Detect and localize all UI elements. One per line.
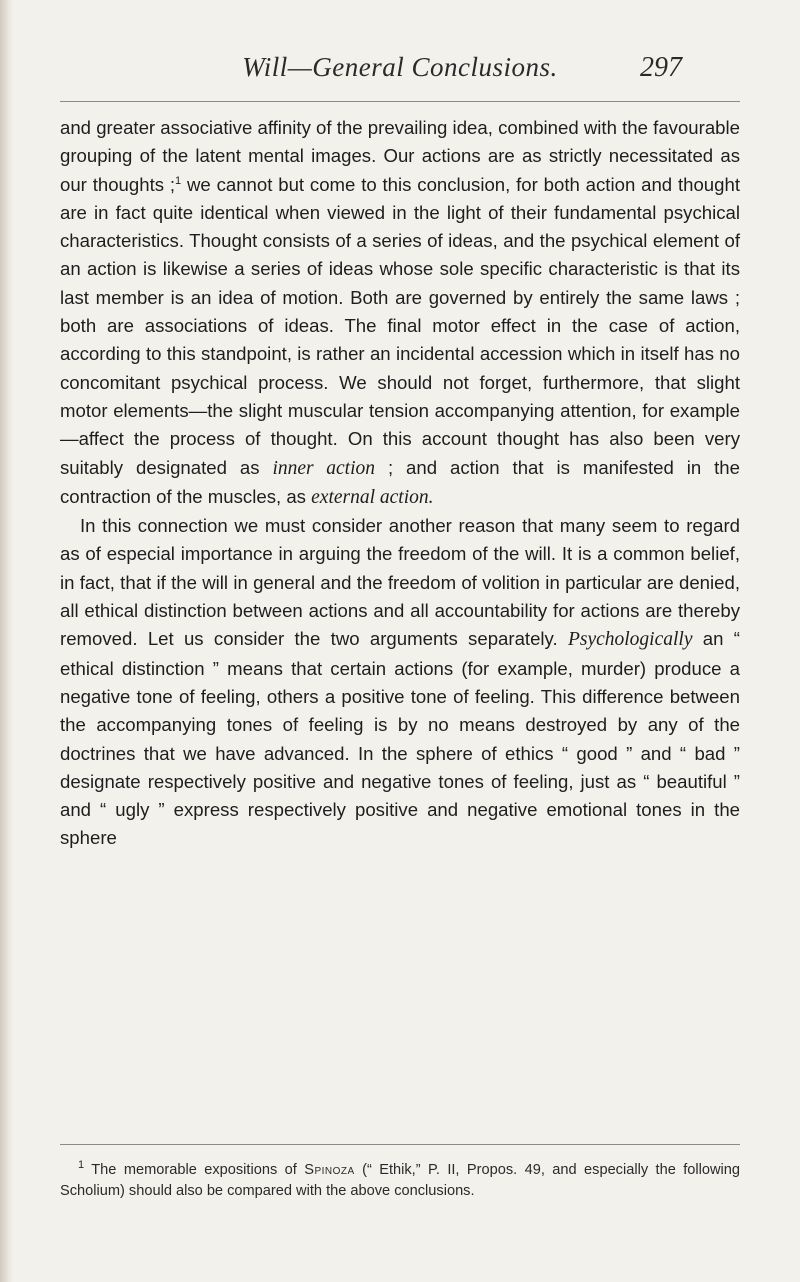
footnote-reference: 1 bbox=[175, 174, 182, 187]
footnote-text-2: (“ Ethik,” P. II, Propos. 49, and especially the following Scholium) should also be compared with the above conclusions. bbox=[60, 1162, 741, 1199]
paragraph-1-text-3: ; and action that is manifested in the contraction of the muscles, as bbox=[60, 456, 740, 507]
running-head bbox=[0, 52, 800, 92]
footnote bbox=[60, 1160, 740, 1202]
paragraph-1-text-1: and greater associative affinity of the prevailing idea, combined with the favourable grouping of the latent mental images. Our actions are as strictly necessitated as our thoughts ; bbox=[60, 117, 740, 195]
emphasis-inner-action: inner action bbox=[272, 457, 376, 479]
emphasis-psychologically: Psychologically bbox=[567, 629, 693, 651]
paragraph-2 bbox=[60, 512, 740, 853]
footnote-author: Spinoza bbox=[304, 1162, 355, 1178]
emphasis-external-action: external action. bbox=[311, 486, 434, 508]
paragraph-1 bbox=[60, 114, 740, 512]
body-text bbox=[60, 114, 740, 853]
paragraph-1-text-2: we cannot but come to this conclusion, for both action and thought are in fact quite identical when viewed in the light of their fundamental psychical characteristics. Thought consists of a series of ideas, and the psychical element of an action is likewise a series of ideas whose sole specific characteristic is that its last member is an idea of motion. Both are governed by entirely the same laws ; both are associations of ideas. The final motor effect in the case of action, according to this standpoint, is rather an incidental accession which in itself has no concomitant psychical process. We should not forget, furthermore, that slight motor elements—the slight muscular tension accompanying attention, for example—affect the process of thought. On this account thought has also been very suitably designated as bbox=[60, 173, 740, 478]
paragraph-2-text-1: In this connection we must consider another reason that many seem to regard as of especial importance in arguing the freedom of the will. It is a common belief, in fact, that if the will in general and the freedom of volition in particular are denied, all ethical distinction between actions and all accountability for actions are thereby removed. Let us consider the two arguments separately. bbox=[60, 515, 740, 650]
footnote-rule bbox=[60, 1144, 740, 1145]
header-rule bbox=[60, 101, 740, 102]
running-title: Will—General Conclusions. bbox=[242, 52, 558, 82]
footnote-marker: 1 bbox=[78, 1159, 85, 1172]
page-number: 297 bbox=[640, 52, 682, 83]
paragraph-2-text-2: an “ ethical distinction ” means that certain actions (for example, murder) produce a negative tone of feeling, others a positive tone of feeling. This difference between the accompanying tones of feeling is by no means destroyed by any of the doctrines that we have advanced. In the sphere of ethics “ good ” and “ bad ” designate respectively positive and negative tones of feeling, just as “ beautiful ” and “ ugly ” express respectively positive and negative emotional tones in the sphere bbox=[60, 628, 740, 849]
page-edge-shadow bbox=[0, 0, 14, 1282]
footnote-text-1: The memorable expositions of bbox=[84, 1162, 305, 1178]
